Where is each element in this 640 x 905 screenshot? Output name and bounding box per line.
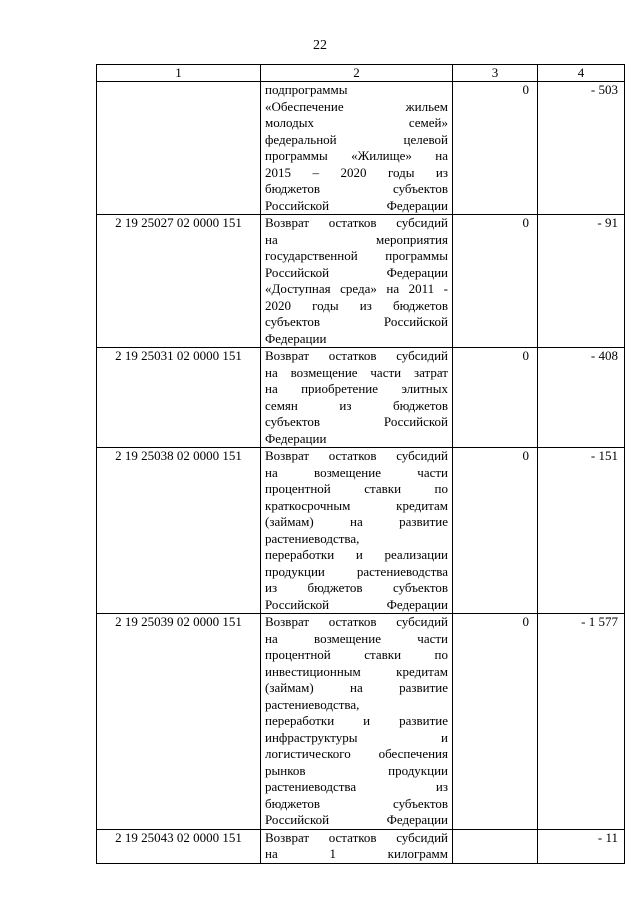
description-line: (займам) на развитие	[265, 680, 448, 695]
description-line: Возврат остатков субсидий	[265, 448, 448, 463]
col3-value	[453, 829, 538, 863]
description-line: процентной ставки по	[265, 481, 448, 496]
budget-code: 2 19 25038 02 0000 151	[97, 448, 261, 614]
description-line: на возмещение части затрат	[265, 364, 448, 380]
description-line: «Доступная среда» на 2011 -	[265, 281, 448, 296]
description-line: федеральной целевой	[265, 131, 448, 147]
description-line: молодых семей»	[265, 115, 448, 130]
description-line: субъектов Российской	[265, 314, 448, 329]
description-line: рынков продукции	[265, 762, 448, 778]
col4-value: - 91	[538, 215, 625, 348]
description-line: Федерации	[265, 330, 327, 346]
header-col-2: 2	[261, 65, 453, 82]
budget-code	[97, 82, 261, 215]
col4-value: - 11	[538, 829, 625, 863]
description-line: инфраструктуры и	[265, 729, 448, 745]
header-col-4: 4	[538, 65, 625, 82]
description-line: инвестиционным кредитам	[265, 663, 448, 679]
row-description	[261, 215, 453, 348]
col4-value: - 503	[538, 82, 625, 215]
description-line: краткосрочным кредитам	[265, 497, 448, 513]
col3-value: 0	[453, 348, 538, 448]
budget-code: 2 19 25031 02 0000 151	[97, 348, 261, 448]
page-number: 22	[313, 38, 327, 53]
description-line: Российской Федерации	[265, 812, 448, 827]
col3-value: 0	[453, 614, 538, 830]
table-row	[97, 215, 625, 348]
budget-code: 2 19 25043 02 0000 151	[97, 829, 261, 863]
col4-value: - 408	[538, 348, 625, 448]
description-line: Российской Федерации	[265, 264, 448, 280]
row-description	[261, 82, 453, 215]
description-line: субъектов Российской	[265, 414, 448, 429]
description-line: программы «Жилище» на	[265, 148, 448, 163]
description-line: Федерации	[265, 430, 327, 446]
row-description	[261, 614, 453, 830]
description-line: бюджетов субъектов	[265, 181, 448, 196]
col4-value: - 151	[538, 448, 625, 614]
row-description	[261, 448, 453, 614]
description-line: Возврат остатков субсидий	[265, 215, 448, 230]
description-line: переработки и развитие	[265, 713, 448, 728]
description-line: продукции растениеводства	[265, 563, 448, 579]
description-line: (займам) на развитие	[265, 514, 448, 529]
budget-code: 2 19 25039 02 0000 151	[97, 614, 261, 830]
description-line: растениеводства,	[265, 696, 360, 712]
description-line: семян из бюджетов	[265, 397, 448, 413]
col3-value: 0	[453, 215, 538, 348]
table-row	[97, 348, 625, 448]
row-description	[261, 348, 453, 448]
table-row	[97, 448, 625, 614]
description-line: процентной ставки по	[265, 647, 448, 662]
description-line: бюджетов субъектов	[265, 795, 448, 811]
description-line: на 1 килограмм	[265, 846, 448, 861]
description-line: на мероприятия	[265, 231, 448, 247]
header-col-3: 3	[453, 65, 538, 82]
header-row	[97, 65, 625, 82]
description-line: Возврат остатков субсидий	[265, 829, 448, 845]
budget-code: 2 19 25027 02 0000 151	[97, 215, 261, 348]
description-line: Возврат остатков субсидий	[265, 614, 448, 629]
budget-table	[96, 64, 625, 864]
description-line: логистического обеспечения	[265, 746, 448, 761]
table-row	[97, 829, 625, 863]
description-line: «Обеспечение жильем	[265, 98, 448, 114]
description-line: переработки и реализации	[265, 547, 448, 562]
col4-value: - 1 577	[538, 614, 625, 830]
description-line: на приобретение элитных	[265, 381, 448, 396]
description-line: 2015 – 2020 годы из	[265, 164, 448, 180]
description-line: Российской Федерации	[265, 596, 448, 612]
table-row	[97, 614, 625, 830]
table-row	[97, 82, 625, 215]
description-line: Российской Федерации	[265, 197, 448, 213]
col3-value: 0	[453, 82, 538, 215]
description-line: на возмещение части	[265, 630, 448, 646]
description-line: Возврат остатков субсидий	[265, 348, 448, 363]
description-line: на возмещение части	[265, 464, 448, 480]
header-col-1: 1	[97, 65, 261, 82]
description-line: растениеводства,	[265, 530, 360, 546]
description-line: 2020 годы из бюджетов	[265, 297, 448, 313]
description-line: растениеводства из	[265, 779, 448, 794]
col3-value: 0	[453, 448, 538, 614]
description-line: подпрограммы	[265, 82, 348, 97]
description-line: из бюджетов субъектов	[265, 580, 448, 595]
description-line: государственной программы	[265, 248, 448, 263]
row-description	[261, 829, 453, 863]
